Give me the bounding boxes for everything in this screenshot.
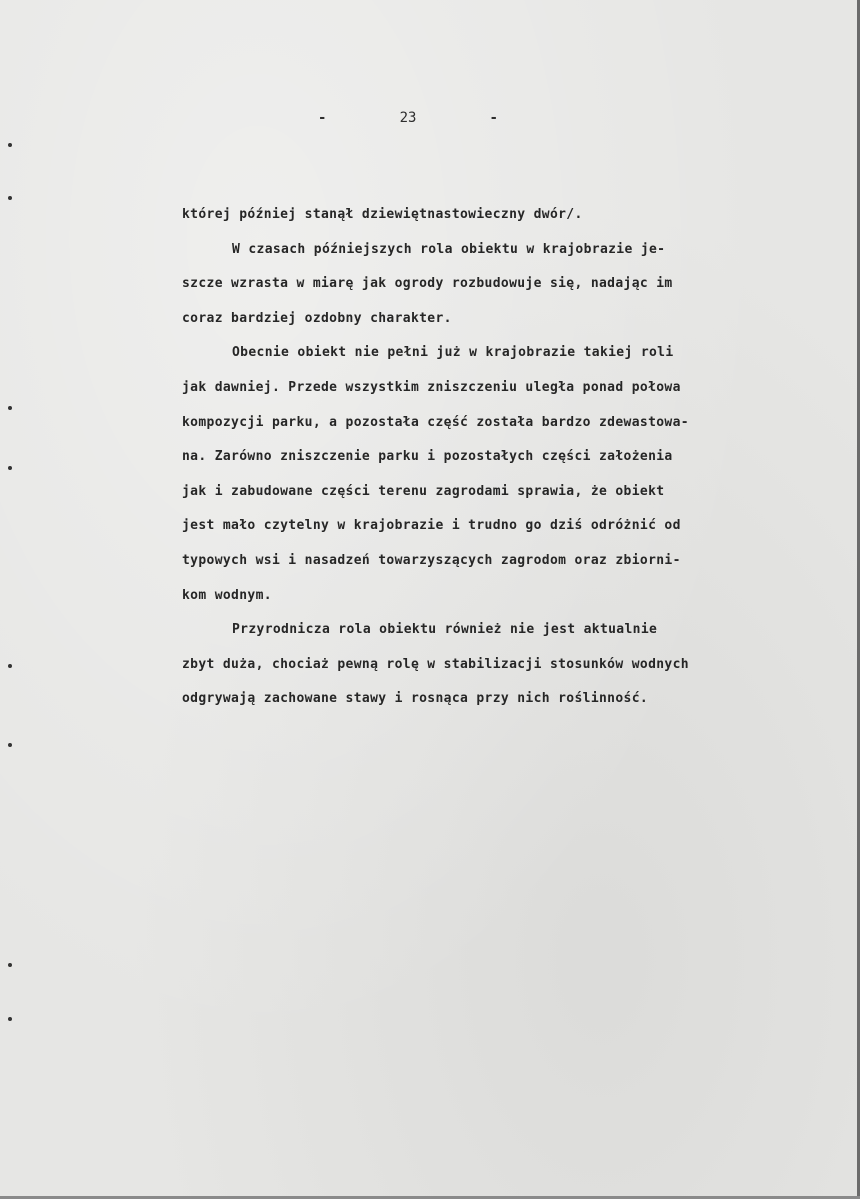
text-line: której później stanął dziewiętnastowieczny dwór/. — [182, 207, 583, 222]
paragraph — [182, 198, 822, 233]
binding-hole-mark — [8, 963, 12, 967]
binding-hole-mark — [8, 196, 12, 200]
binding-hole-mark — [8, 466, 12, 470]
text-line: zbyt duża, chociaż pewną rolę w stabilizacji stosunków wodnych — [182, 656, 689, 672]
text-line: W czasach późniejszych rola obiektu w krajobrazie je- — [232, 241, 666, 257]
text-line: szcze wzrasta w miarę jak ogrody rozbudowuje się, nadając im — [182, 276, 673, 292]
text-line: kom wodnym. — [182, 587, 272, 603]
text-line: kompozycji parku, a pozostała część została bardzo zdewastowa- — [182, 414, 689, 430]
text-line: odgrywają zachowane stawy i rosnąca przy nich roślinność. — [182, 691, 649, 707]
paragraph — [182, 233, 822, 337]
binding-hole-mark — [8, 664, 12, 668]
text-line: Obecnie obiekt nie pełni już w krajobrazie takiej roli — [232, 345, 674, 361]
text-line: coraz bardziej ozdobny charakter. — [182, 310, 452, 326]
page-number-value: 23 — [399, 110, 417, 126]
paragraph — [182, 336, 822, 613]
body-text — [182, 198, 822, 717]
text-line: jak dawniej. Przede wszystkim zniszczeniu uległa ponad połowa — [182, 379, 681, 395]
text-line: na. Zarówno zniszczenie parku i pozostałych części założenia — [182, 449, 673, 465]
paragraph — [182, 613, 822, 717]
text-line: typowych wsi i nasadzeń towarzyszących zagrodom oraz zbiorni- — [182, 552, 681, 568]
binding-hole-mark — [8, 406, 12, 410]
text-line: jest mało czytelny w krajobrazie i trudno go dziś odróżnić od — [182, 518, 681, 534]
page-number-dash-left: - — [318, 110, 327, 126]
page-number — [318, 110, 498, 126]
text-line: Przyrodnicza rola obiektu również nie jest aktualnie — [232, 622, 658, 638]
binding-hole-mark — [8, 743, 12, 747]
binding-hole-mark — [8, 1017, 12, 1021]
page-number-dash-right: - — [489, 110, 498, 126]
text-line: jak i zabudowane części terenu zagrodami sprawia, że obiekt — [182, 483, 665, 499]
binding-hole-mark — [8, 143, 12, 147]
